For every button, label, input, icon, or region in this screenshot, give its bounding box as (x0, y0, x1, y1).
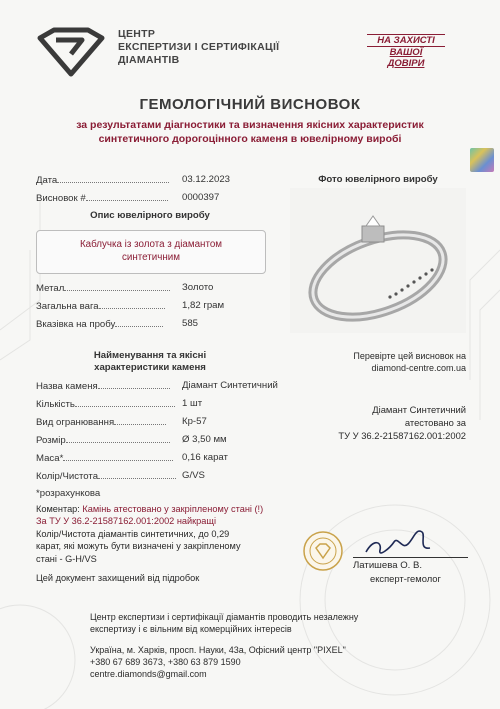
certified-note: Діамант Синтетичний атестовано за ТУ У 36.2-21587162.001:2002 (338, 404, 466, 441)
color-clarity-value: G/VS (182, 470, 205, 481)
email-link[interactable]: centre.diamonds@gmail.com (90, 669, 207, 679)
hologram-icon (470, 148, 494, 172)
footnote: *розрахункова (36, 488, 101, 499)
subtitle: за результатами діагностики та визначення якісних характеристик синтетичного дорогоцінного каменя в ювелірному виробі (76, 119, 424, 145)
mass-value: 0,16 карат (182, 452, 228, 463)
weight-value: 1,82 грам (182, 300, 225, 311)
expert-name: Латишева О. В. (353, 560, 423, 571)
metal-row: Метал (36, 282, 170, 294)
date-row: Дата (36, 174, 169, 186)
size-value: Ø 3,50 мм (182, 434, 227, 445)
stone-name-row: Назва каменя (36, 380, 170, 392)
number-value: 0000397 (182, 192, 220, 203)
stone-heading: Найменування та якісні характеристики каменя (93, 350, 207, 373)
date-value: 03.12.2023 (182, 174, 231, 185)
signature-line (353, 557, 468, 558)
number-row: Висновок # (36, 192, 168, 204)
signature-icon (360, 520, 440, 562)
protected-note: Цей документ захищений від підробок (36, 573, 200, 583)
description-text: Каблучка із золота з діамантом (79, 239, 223, 250)
size-row: Розмір (36, 434, 170, 446)
org-name: ЦЕНТР ЕКСПЕРТИЗИ І СЕРТИФІКАЦІЇ ДІАМАНТІВ (118, 28, 280, 66)
footer-contacts (90, 644, 346, 680)
comment-block: Коментар: Камінь атестовано у закріпленому стані (!) За ТУ У 36.2-21587162.001:2002 найкращі Колір/Чистота діамантів синтетичних, до 0,29 карат, які можуть бути визначені у закріпленому стані - G-H/VS (36, 504, 264, 564)
cut-value: Кр-57 (182, 416, 207, 427)
description-heading: Опис ювелірного виробу (90, 210, 210, 221)
quantity-value: 1 шт (182, 398, 203, 409)
ring-photo (290, 188, 466, 333)
footer-statement: Центр експертизи і сертифікації діамантів проводить незалежну експертизу і є вільним від комерційних інтересів (90, 612, 359, 634)
diamond-logo-icon (36, 26, 106, 78)
expert-role: експерт-гемолог (370, 573, 441, 584)
mass-row: Маса* (36, 452, 173, 464)
stone-name-value: Діамант Синтетичний (182, 380, 278, 391)
metal-value: Золото (182, 282, 214, 293)
hallmark-row: Вказівка на пробу (36, 318, 163, 330)
verify-link[interactable]: diamond-centre.com.ua (371, 363, 466, 373)
verify-note: Перевірте цей висновок на diamond-centre.com.ua (300, 350, 466, 374)
cut-row: Вид огранювання (36, 416, 166, 428)
page-title: ГЕМОЛОГІЧНИЙ ВИСНОВОК (139, 96, 361, 113)
color-clarity-row: Колір/Чистота (36, 470, 176, 482)
quantity-row: Кількість (36, 398, 175, 410)
description-box: Каблучка із золота з діамантом синтетичним (36, 230, 266, 274)
trust-badge: НА ЗАХИСТІ ВАШОЇ ДОВІРИ (367, 34, 445, 69)
hallmark-value: 585 (182, 318, 199, 329)
weight-row: Загальна вага (36, 300, 165, 312)
photo-label: Фото ювелірного виробу (318, 174, 438, 185)
seal-icon (302, 530, 344, 572)
address: Україна, м. Харків, просп. Науки, 43а, Офісний центр "PIXEL" (90, 645, 346, 655)
phones: +380 67 689 3673, +380 63 879 1590 (90, 657, 241, 667)
